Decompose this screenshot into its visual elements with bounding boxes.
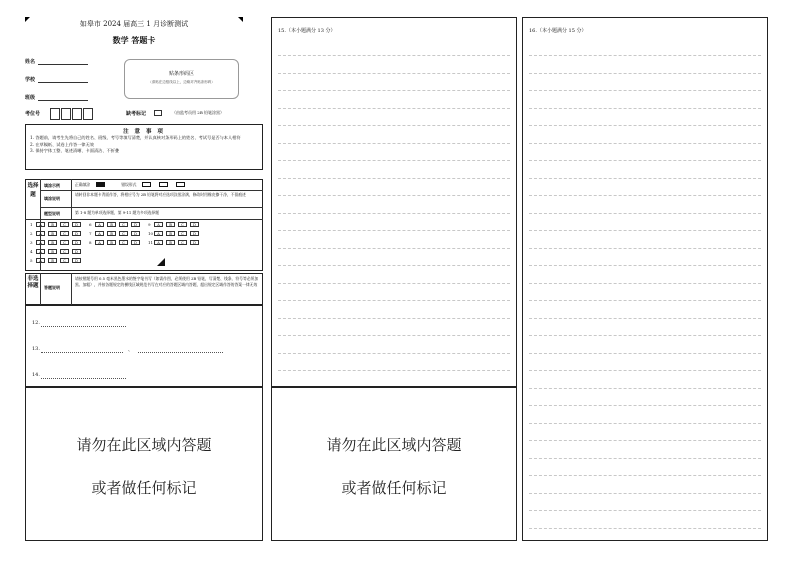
question-group [30, 249, 84, 254]
blank-12-number: 12. [32, 320, 40, 326]
writing-line[interactable] [278, 160, 510, 161]
question-number: 3 [30, 240, 33, 245]
option-bubble[interactable]: C [60, 258, 69, 263]
exam-number-boxes[interactable] [50, 108, 94, 120]
question-number: 7 [89, 231, 92, 236]
option-bubble[interactable]: B [48, 231, 57, 236]
writing-line[interactable] [529, 405, 761, 406]
nonchoice-side-label: 非选择题 [27, 276, 39, 289]
option-bubble[interactable]: B [166, 222, 175, 227]
writing-line[interactable] [529, 528, 761, 529]
forbidden-area-1 [25, 387, 263, 541]
notice-item: 3. 保持字体工整、笔迹清晰、卡面清洁、不折叠 [30, 148, 120, 153]
question-number: 1 [30, 222, 33, 227]
writing-line[interactable] [529, 160, 761, 161]
writing-line[interactable] [529, 125, 761, 126]
exam-number-cell[interactable] [61, 108, 71, 120]
option-bubble[interactable]: A [154, 222, 163, 227]
writing-line[interactable] [529, 423, 761, 424]
question-number: 8 [89, 240, 92, 245]
name-field[interactable] [38, 64, 88, 65]
option-bubble[interactable]: C [178, 222, 187, 227]
writing-line[interactable] [529, 230, 761, 231]
notice-item: 1. 答题前，请考生先将自己的姓名、班级、考号等填写清楚，并认真核对条形码上的姓名、考试号是否与本人相符 [30, 135, 241, 140]
absent-note: （由监考员用 2B 铅笔涂黑） [172, 110, 225, 115]
forbidden-text-line1: 请勿在此区域内答题 [76, 436, 212, 454]
notice-box [25, 124, 263, 170]
notice-item: 2. 在草稿纸、试卷上作答一律无效 [30, 141, 94, 147]
option-bubble[interactable]: B [48, 249, 57, 254]
question-group [89, 231, 143, 236]
writing-line[interactable] [529, 318, 761, 319]
exam-number-cell[interactable] [50, 108, 60, 120]
option-bubble[interactable]: D [72, 249, 81, 254]
writing-line[interactable] [529, 388, 761, 389]
option-bubble[interactable]: B [48, 240, 57, 245]
writing-line[interactable] [278, 353, 510, 354]
option-bubble[interactable]: A [154, 231, 163, 236]
option-bubble[interactable]: C [60, 240, 69, 245]
writing-line[interactable] [529, 510, 761, 511]
option-bubble[interactable]: B [48, 258, 57, 263]
forbidden-area-2 [271, 387, 517, 541]
question-number: 9 [148, 222, 151, 227]
question-group [148, 240, 202, 245]
question-number: 10 [148, 231, 154, 236]
writing-line[interactable] [529, 458, 761, 459]
blank-13a-line[interactable] [41, 352, 123, 353]
writing-line[interactable] [278, 213, 510, 214]
choice-row [30, 258, 89, 263]
absent-label: 缺考标记 [126, 111, 147, 117]
fill-instruction-label: 填涂说明 [44, 196, 60, 201]
writing-line[interactable] [278, 195, 510, 196]
option-bubble[interactable]: D [131, 222, 140, 227]
writing-line[interactable] [529, 440, 761, 441]
option-bubble[interactable]: A [154, 240, 163, 245]
card-subtitle: 数学 答题卡 [112, 36, 156, 45]
writing-line[interactable] [529, 370, 761, 371]
divider [40, 273, 41, 305]
option-bubble[interactable]: A [95, 222, 104, 227]
option-bubble[interactable]: D [72, 231, 81, 236]
writing-line[interactable] [529, 493, 761, 494]
answer-note-label: 答题说明 [44, 285, 60, 290]
forbidden-text-line1: 请勿在此区域内答题 [326, 436, 462, 454]
blank-14-line[interactable] [41, 378, 126, 379]
writing-line[interactable] [278, 73, 510, 74]
wrong-line-symbol [176, 182, 185, 187]
option-bubble[interactable]: A [36, 222, 45, 227]
class-field[interactable] [38, 100, 88, 101]
question-15-title: 15.（本小题满分 13 分） [278, 28, 336, 34]
option-bubble[interactable]: A [95, 240, 104, 245]
question-group [89, 240, 143, 245]
question-group [30, 258, 84, 263]
option-bubble[interactable]: A [36, 231, 45, 236]
option-bubble[interactable]: D [72, 222, 81, 227]
question-number: 11 [148, 240, 154, 245]
option-bubble[interactable]: D [190, 231, 199, 236]
option-bubble[interactable]: A [36, 240, 45, 245]
option-bubble[interactable]: C [60, 249, 69, 254]
option-bubble[interactable]: C [178, 231, 187, 236]
writing-line[interactable] [529, 55, 761, 56]
notice-heading: 注 意 事 项 [123, 129, 165, 135]
option-bubble[interactable]: C [119, 240, 128, 245]
option-bubble[interactable]: C [60, 231, 69, 236]
writing-line[interactable] [278, 143, 510, 144]
absent-checkbox[interactable] [154, 110, 162, 116]
blank-13-number: 13. [32, 346, 40, 352]
fill-example-row [75, 182, 187, 188]
option-bubble[interactable]: B [166, 240, 175, 245]
writing-line[interactable] [529, 143, 761, 144]
writing-line[interactable] [278, 125, 510, 126]
divider [71, 273, 72, 305]
school-field[interactable] [38, 82, 88, 83]
option-bubble[interactable]: D [131, 240, 140, 245]
question-group [30, 231, 84, 236]
writing-line[interactable] [529, 283, 761, 284]
writing-line[interactable] [278, 370, 510, 371]
option-bubble[interactable]: A [36, 249, 45, 254]
writing-line[interactable] [278, 318, 510, 319]
question-number: 5 [30, 258, 33, 263]
writing-line[interactable] [278, 248, 510, 249]
question-group [89, 222, 143, 227]
writing-line[interactable] [529, 108, 761, 109]
writing-line[interactable] [529, 90, 761, 91]
option-bubble[interactable]: A [36, 258, 45, 263]
exam-title: 如皋市 2024 届高三 1 月诊断测试 [79, 20, 189, 28]
divider [40, 207, 263, 208]
question-group [30, 240, 84, 245]
option-bubble[interactable]: D [72, 258, 81, 263]
choice-side-label: 选择题 [27, 183, 39, 198]
blank-14-number: 14. [32, 372, 40, 378]
option-bubble[interactable]: C [60, 222, 69, 227]
writing-line[interactable] [529, 178, 761, 179]
answer-panel-16 [522, 17, 768, 541]
choice-row [30, 249, 89, 254]
barcode-area [124, 59, 239, 99]
question-number: 2 [30, 231, 33, 236]
barcode-title: 贴条形码区 [168, 71, 194, 77]
forbidden-text-line2: 或者做任何标记 [341, 479, 447, 497]
writing-line[interactable] [529, 353, 761, 354]
correct-label: 正确填涂 [75, 182, 91, 187]
option-bubble[interactable]: B [166, 231, 175, 236]
corner-triangle-marker [157, 258, 165, 266]
writing-line[interactable] [278, 55, 510, 56]
writing-line[interactable] [529, 195, 761, 196]
choice-row [30, 240, 207, 245]
option-bubble[interactable]: C [178, 240, 187, 245]
writing-line[interactable] [278, 283, 510, 284]
option-bubble[interactable]: A [95, 231, 104, 236]
choice-row [30, 231, 207, 236]
wrong-dot-symbol [142, 182, 151, 187]
name-label: 姓名 [25, 59, 36, 65]
writing-line[interactable] [529, 248, 761, 249]
option-bubble[interactable]: B [107, 231, 116, 236]
writing-line[interactable] [529, 475, 761, 476]
fill-example-label: 填涂示例 [44, 183, 60, 188]
exam-number-label: 考位号 [25, 111, 41, 117]
wrong-cross-symbol [159, 182, 168, 187]
option-bubble[interactable]: D [190, 240, 199, 245]
divider [40, 190, 263, 191]
blank-13-separator: 、 [128, 347, 134, 353]
question-number: 4 [30, 249, 33, 254]
writing-line[interactable] [278, 90, 510, 91]
question-group [148, 222, 202, 227]
writing-line[interactable] [278, 230, 510, 231]
writing-line[interactable] [278, 108, 510, 109]
school-label: 学校 [25, 77, 36, 83]
exam-number-cell[interactable] [72, 108, 82, 120]
writing-line[interactable] [529, 213, 761, 214]
question-group [30, 222, 84, 227]
forbidden-text-line2: 或者做任何标记 [91, 479, 197, 497]
question-number: 6 [89, 222, 92, 227]
wrong-label: 错误形式 [121, 182, 137, 187]
answer-note-text: 请按照题号用 0.5 毫米黑色墨水的签字笔书写（如需作图，必须使用 2B 铅笔，写清楚、线条、符号等必须加黑、加粗），并按各题规定的横线区域规范书写在对应的答题区域内答题，超出规定区域作答的答案一律无效 [75, 276, 259, 287]
option-bubble[interactable]: C [119, 222, 128, 227]
option-bubble[interactable]: D [131, 231, 140, 236]
writing-line[interactable] [278, 300, 510, 301]
option-bubble[interactable]: B [107, 240, 116, 245]
divider [71, 179, 72, 219]
fill-instruction-text: 请转回非本题卡背面作答，将相应号为 2B 铅笔将对应选项涂黑涂满，修改时用橡皮擦干净，不留痕迹 [75, 192, 246, 197]
option-bubble[interactable]: C [119, 231, 128, 236]
question-group [148, 231, 202, 236]
option-bubble[interactable]: B [107, 222, 116, 227]
type-instruction-label: 题型说明 [44, 211, 60, 216]
writing-line[interactable] [278, 335, 510, 336]
question-16-title: 16.（本小题满分 15 分） [529, 28, 587, 34]
writing-line[interactable] [529, 265, 761, 266]
divider [25, 219, 263, 220]
writing-line[interactable] [278, 265, 510, 266]
class-label: 班级 [25, 95, 36, 101]
writing-line[interactable] [529, 335, 761, 336]
writing-line[interactable] [278, 178, 510, 179]
fill-blank-section [25, 305, 263, 387]
option-bubble[interactable]: B [48, 222, 57, 227]
correct-fill-symbol [96, 182, 105, 187]
writing-line[interactable] [529, 73, 761, 74]
option-bubble[interactable]: D [72, 240, 81, 245]
barcode-note: （请贴在边框线以上，边缘对齐贴条形码） [148, 80, 215, 84]
writing-line[interactable] [529, 300, 761, 301]
blank-13b-line[interactable] [138, 352, 223, 353]
option-bubble[interactable]: D [190, 222, 199, 227]
blank-12-line[interactable] [41, 326, 126, 327]
type-instruction-text: 第 1-8 题为单项选择题，第 9-11 题为多项选择题 [75, 210, 160, 215]
choice-row [30, 222, 207, 227]
exam-number-cell[interactable] [83, 108, 93, 120]
